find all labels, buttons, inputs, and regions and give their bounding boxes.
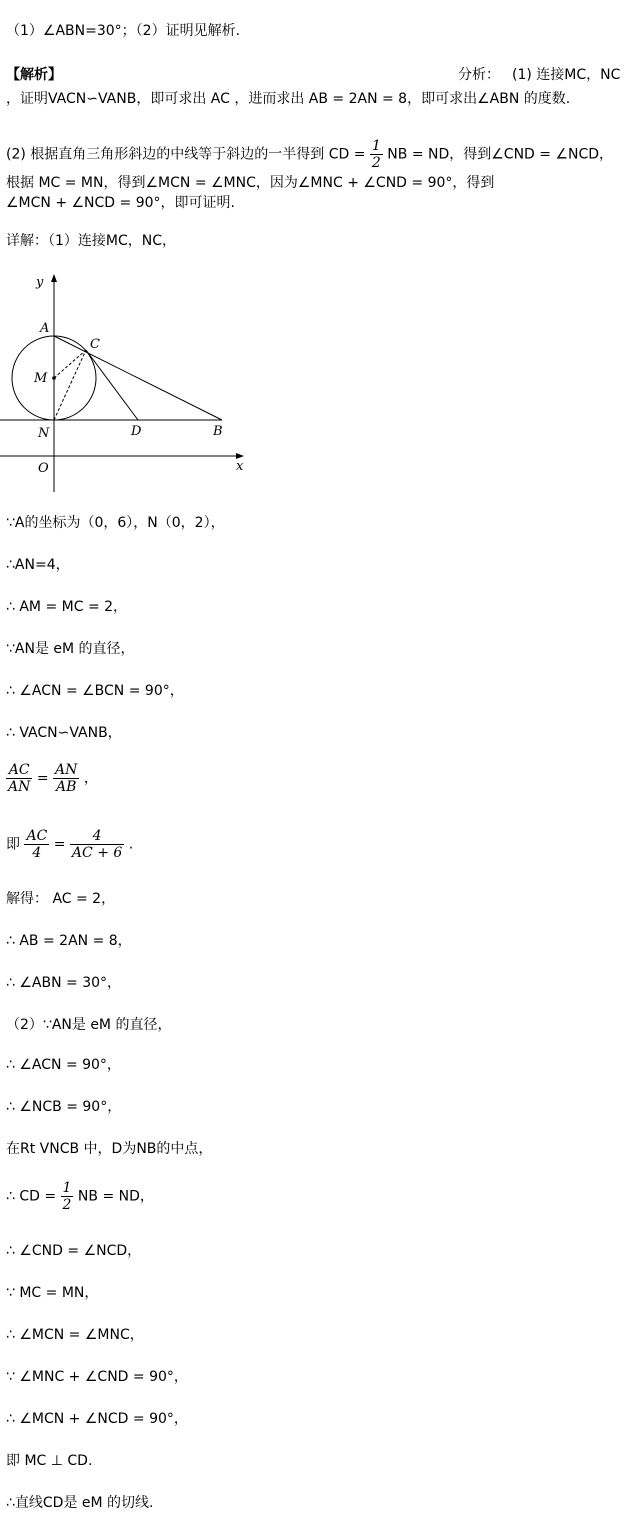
step2-4: ∴ ∠ACN = 90°，: [6, 1057, 121, 1073]
step-2: ∴ AM = MC = 2，: [6, 599, 128, 615]
frac2-suffix: .: [128, 836, 134, 853]
step3-5: 即 MC ⊥ CD.: [6, 1453, 93, 1469]
frac1-den2: AB: [56, 779, 77, 795]
label-a: A: [40, 321, 50, 336]
analysis-header: 【解析】: [6, 67, 62, 83]
label-n: N: [38, 426, 50, 441]
step3-3: ∵ ∠MNC + ∠CND = 90°，: [6, 1369, 188, 1385]
line-cd: [86, 350, 138, 420]
frac2-left: [24, 828, 49, 861]
step2-6: 在Rt VNCB 中，D为NB的中点，: [6, 1141, 213, 1157]
frac1-den1: AN: [8, 779, 31, 795]
label-y: y: [36, 275, 44, 290]
step-3: ∵AN是 eM 的直径，: [6, 641, 135, 657]
step2-2: ∴ ∠ABN = 30°，: [6, 975, 122, 991]
half-den: 2: [371, 155, 381, 171]
frac2-den2: AC + 6: [71, 845, 123, 861]
frac2-num2: 4: [70, 828, 124, 845]
cd-den: 2: [62, 1197, 72, 1213]
step3-2: ∴ ∠MCN = ∠MNC，: [6, 1327, 144, 1343]
cd-fraction: [61, 1180, 74, 1213]
label-c: C: [90, 337, 100, 352]
answer-line: （1）∠ABN=30°；（2）证明见解析.: [6, 23, 241, 39]
frac1-suffix: ，: [83, 770, 98, 787]
step2-5: ∴ ∠NCB = 90°，: [6, 1099, 122, 1115]
frac2-num1: AC: [26, 828, 48, 844]
analysis-p2-a-pre: (2) 根据直角三角形斜边的中线等于斜边的一半得到 CD =: [6, 146, 366, 163]
step-1: ∴AN=4，: [6, 557, 70, 573]
step2-1: ∴ AB = 2AN = 8，: [6, 933, 132, 949]
fraction-line-2: 即 $\frac{AC}{4}$ = $\frac{4}{AC + 6}$ .: [6, 828, 134, 861]
analysis-p2-a: [6, 138, 613, 178]
analysis-p2-a-post: NB = ND，得到∠CND = ∠NCD，: [387, 146, 614, 163]
frac2-den1: 4: [32, 845, 42, 861]
step3-6: ∴直线CD是 eM 的切线.: [6, 1495, 154, 1511]
label-d: D: [131, 424, 142, 439]
half-num: 1: [371, 138, 381, 154]
label-m: M: [34, 371, 48, 386]
step3-4: ∴ ∠MCN + ∠NCD = 90°，: [6, 1411, 188, 1427]
analysis-label: 分析：: [458, 67, 500, 83]
line-mc: [54, 350, 86, 378]
fraction-line-1: $\frac{AC}{AN}$ = $\frac{AN}{AB}$ ，: [8, 762, 98, 795]
step-4: ∴ ∠ACN = ∠BCN = 90°，: [6, 683, 184, 699]
analysis-p2-b: 根据 MC = MN，得到∠MCN = ∠MNC，因为∠MNC + ∠CND = 90°，得到: [6, 175, 495, 191]
analysis-p2-c: ∠MCN + ∠NCD = 90°，即可证明.: [6, 195, 235, 211]
frac1-left: [6, 762, 32, 795]
label-x: x: [236, 459, 244, 474]
step-5: ∴ VACN∽VANB，: [6, 725, 122, 741]
cd-num: 1: [62, 1180, 72, 1196]
label-o: O: [38, 461, 49, 476]
geometry-figure: [0, 266, 260, 496]
y-axis-arrow: [51, 274, 57, 282]
cd-line: [6, 1180, 154, 1220]
half-fraction: [370, 138, 383, 171]
step3-0: ∴ ∠CND = ∠NCD，: [6, 1243, 142, 1259]
label-b: B: [213, 424, 223, 439]
step2-3: （2）∵AN是 eM 的直径，: [6, 1017, 172, 1033]
step3-1: ∵ MC = MN，: [6, 1285, 99, 1301]
frac1-right: [53, 762, 79, 795]
step2-0: 解得： AC = 2，: [6, 891, 116, 907]
detail-title: 详解：（1）连接MC，NC，: [6, 233, 177, 249]
cd-post: NB = ND，: [77, 1188, 154, 1205]
frac1-num2: AN: [55, 762, 78, 778]
analysis-p1-a: (1) 连接MC，NC: [512, 67, 621, 83]
analysis-p1-b: ，证明VACN∽VANB，即可求出 AC ，进而求出 AB = 2AN = 8，即可求出∠ABN 的度数.: [6, 91, 571, 107]
frac2-right: [70, 828, 124, 861]
line-ab: [54, 336, 222, 420]
step-0: ∵A的坐标为（0，6），N（0，2），: [6, 515, 225, 531]
point-m: [52, 376, 56, 380]
frac1-num1: AC: [6, 762, 32, 779]
frac2-prefix: 即: [6, 836, 20, 853]
cd-pre: ∴ CD =: [6, 1188, 57, 1205]
